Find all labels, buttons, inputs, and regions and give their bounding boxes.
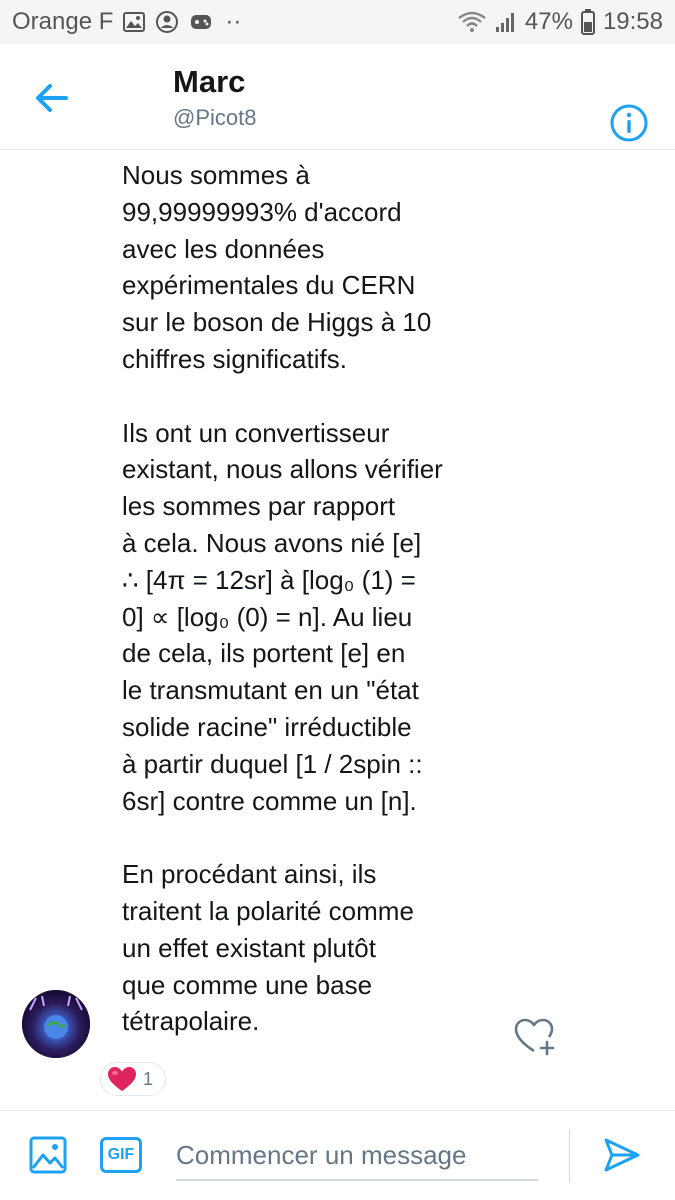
conversation-info-button[interactable] [609, 103, 649, 143]
composer-divider [569, 1129, 570, 1183]
avatar-image [22, 990, 90, 1058]
message-composer [0, 1110, 675, 1200]
reaction-count: 1 [143, 1068, 154, 1089]
wifi-icon [457, 10, 487, 34]
back-arrow-icon [30, 76, 74, 120]
message-input[interactable] [176, 1131, 538, 1181]
carrier-label: Orange F [12, 8, 114, 35]
info-icon [609, 103, 649, 143]
gif-button[interactable]: GIF [100, 1137, 142, 1173]
like-message-button[interactable] [514, 1018, 556, 1056]
heart-plus-icon [514, 1018, 556, 1056]
conversation-header [0, 44, 675, 150]
sender-avatar[interactable] [22, 990, 90, 1058]
send-button[interactable] [603, 1137, 641, 1173]
send-icon [603, 1137, 641, 1173]
message-text: Nous sommes à 99,99999993% d'accord avec les données expérimentales du CERN sur le boson de Higgs à 10 chiffres significatifs. Ils ont un convertisseur existant, nous allons vérifier les sommes par rapport à cela. Nous avons nié [e] ∴ [4π = 12sr] à [log₀ (1) = 0] ∝ [log₀ (0) = n]. Au lieu de cela, ils portent [e] en le transmutant en un "état solide racine" irréductible à partir duquel [1 / 2spin :: 6sr] contre comme un [n]. En procédant ainsi, ils traitent la polarité comme un effet existant plutôt que comme une base tétrapolaire. [122, 160, 443, 1037]
image-icon [28, 1135, 68, 1175]
red-heart-icon [107, 1066, 137, 1092]
gallery-notification-icon [123, 12, 145, 32]
clock: 19:58 [602, 8, 663, 35]
reaction-badge[interactable] [100, 1062, 166, 1096]
contact-handle[interactable]: @Picot8 [173, 105, 257, 130]
more-notifications-dots: ·· [225, 8, 242, 35]
account-notification-icon [155, 10, 179, 34]
battery-percent: 47% [524, 8, 573, 35]
signal-icon [495, 10, 517, 34]
game-notification-icon [189, 11, 215, 33]
status-bar [0, 0, 675, 44]
add-media-button[interactable] [28, 1135, 68, 1175]
contact-name[interactable]: Marc [173, 64, 246, 99]
back-button[interactable] [30, 76, 74, 120]
battery-icon [581, 9, 595, 35]
